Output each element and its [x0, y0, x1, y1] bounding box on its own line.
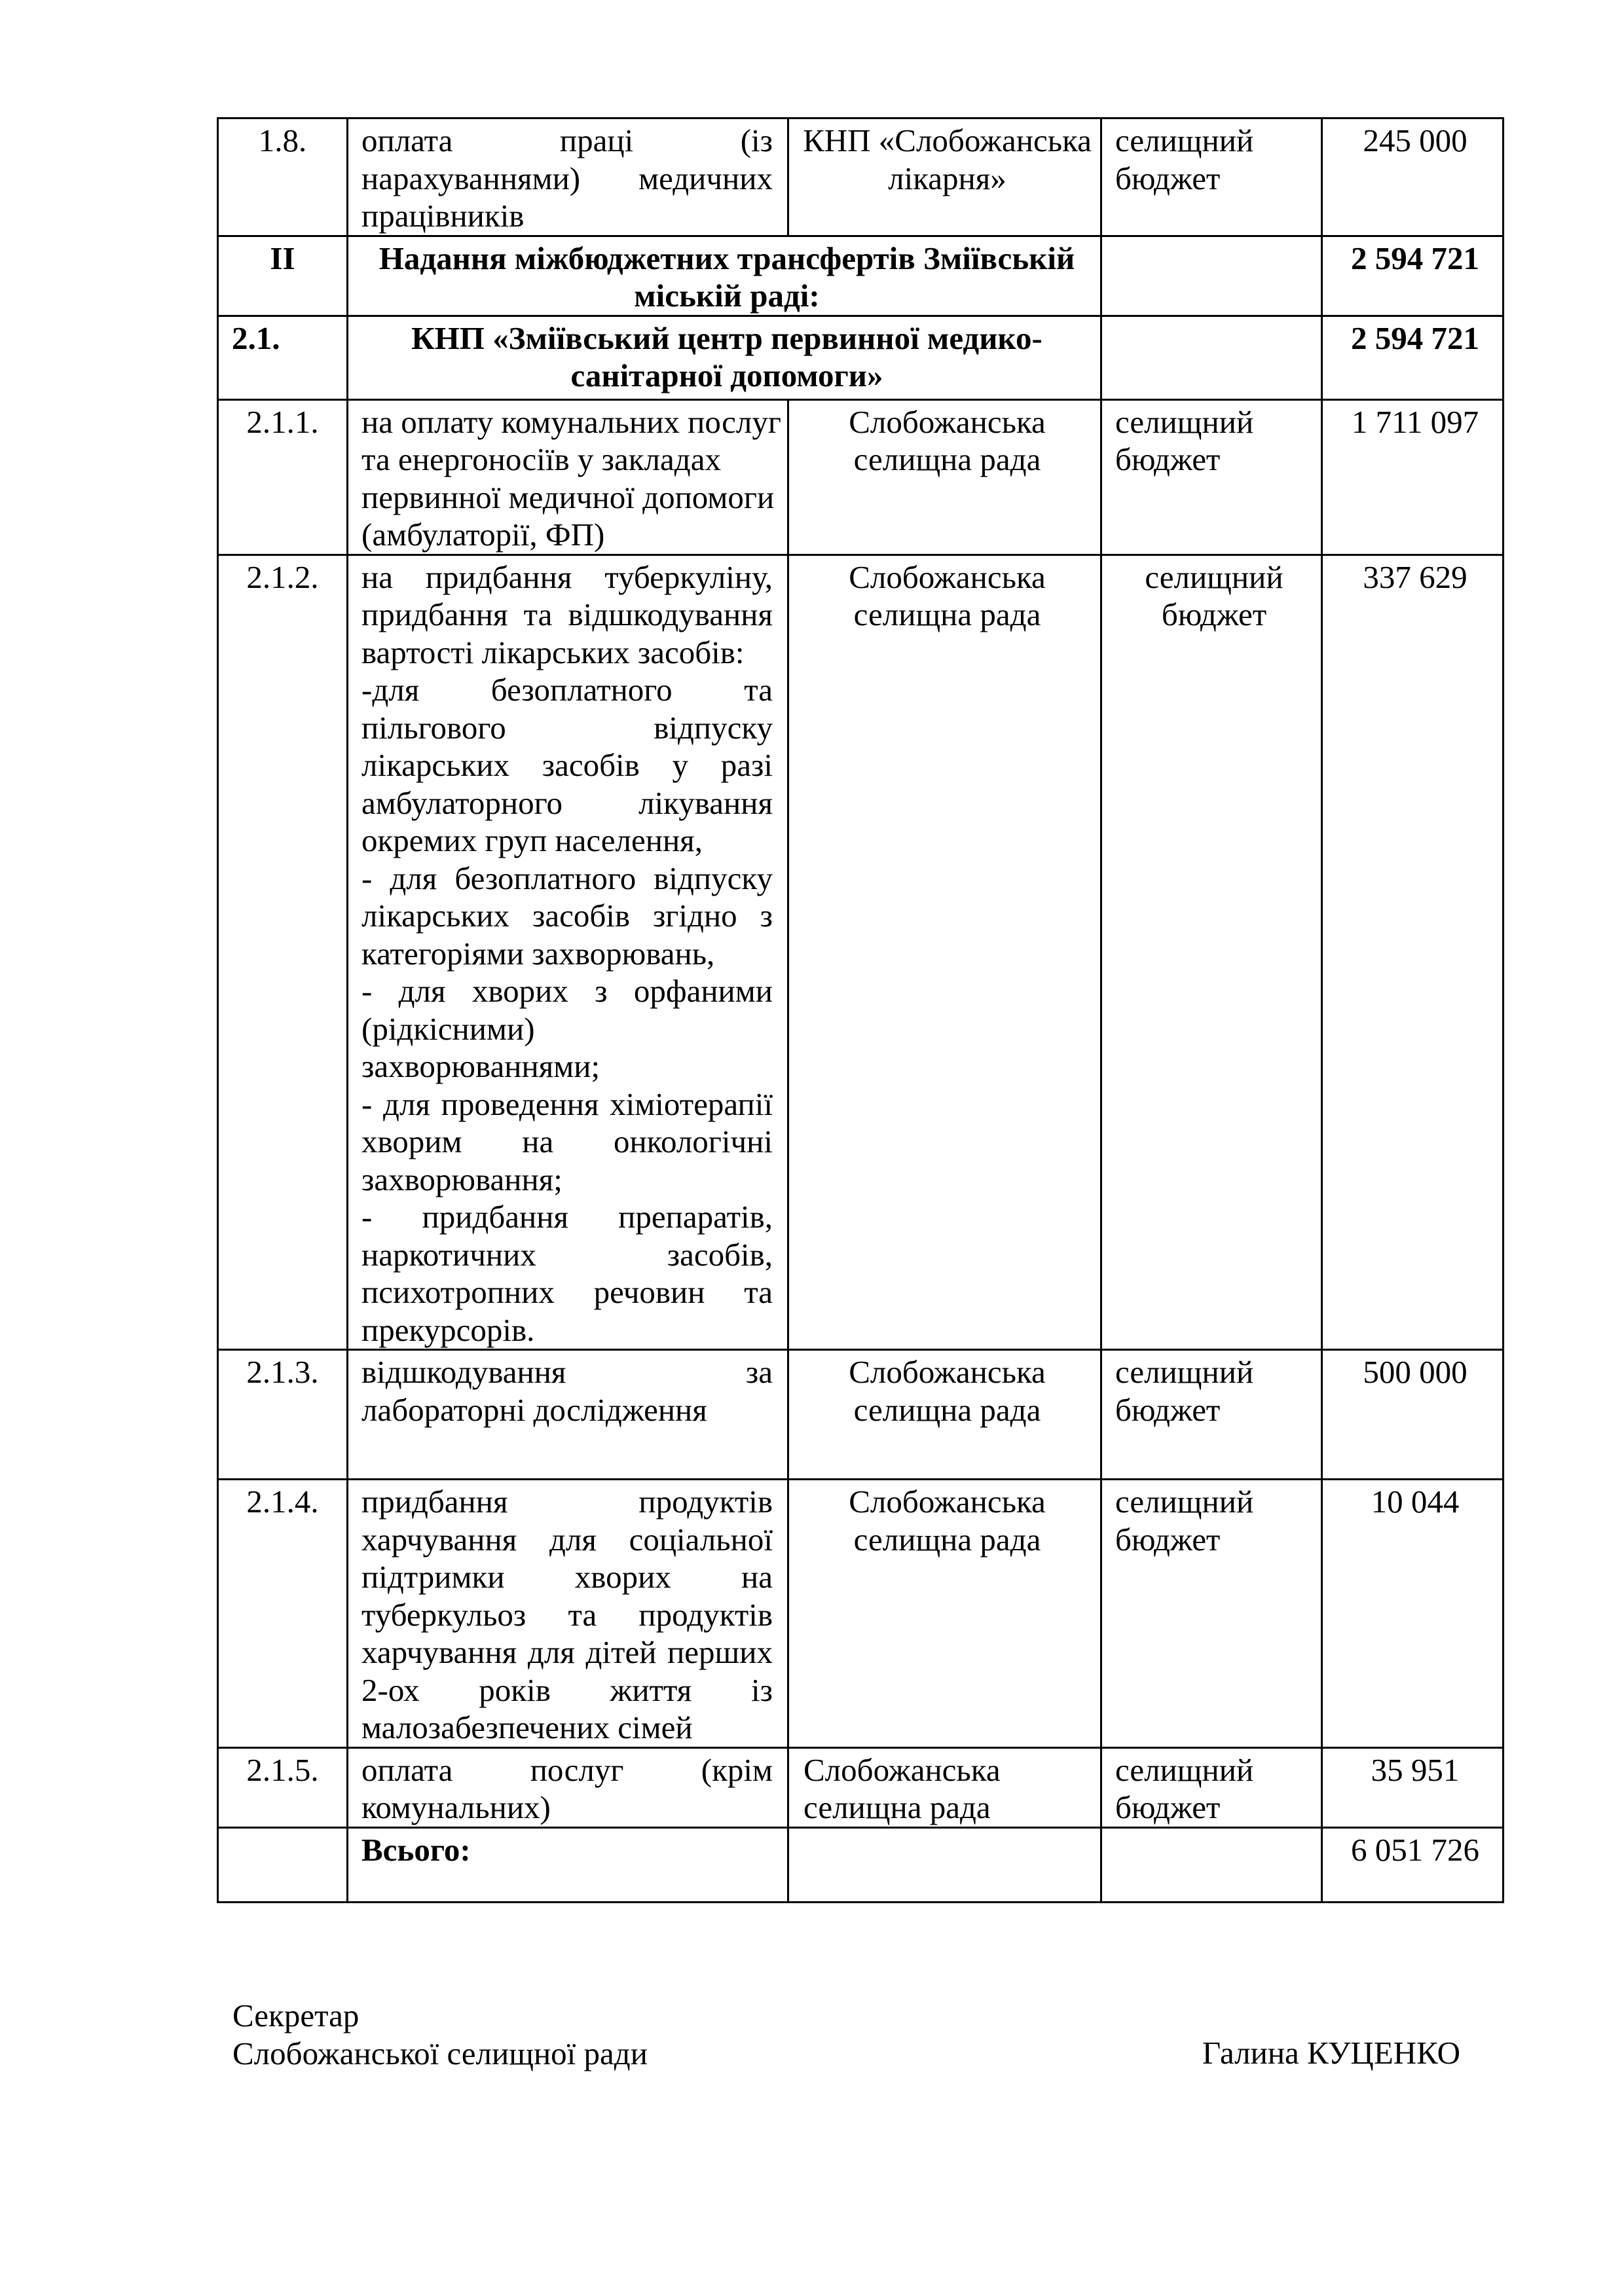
- row-description: оплата послуг (крім комунальних): [348, 1747, 788, 1827]
- signature-title: [232, 1997, 648, 2072]
- row-amount: 500 000: [1322, 1350, 1504, 1480]
- row-amount: 35 951: [1322, 1747, 1504, 1827]
- row-executor: Слобожанська селищна рада: [788, 1747, 1101, 1827]
- row-source: [1101, 236, 1322, 316]
- signature-title-line2: Слобожанської селищної ради: [232, 2035, 648, 2071]
- signature-name: Галина КУЦЕНКО: [1202, 2035, 1460, 2071]
- row-number: 2.1.5.: [218, 1747, 348, 1827]
- row-amount: 1 711 097: [1322, 399, 1504, 555]
- empty-cell: [218, 1827, 348, 1902]
- empty-cell: [788, 1827, 1101, 1902]
- row-description: на оплату комунальних послуг та енергоносіїв у закладах первинної медичної допомоги (амбулаторії, ФП): [348, 399, 788, 555]
- signature-title-line1: Секретар: [232, 1997, 360, 2033]
- row-executor: Слобожанська селищна рада: [788, 399, 1101, 555]
- row-amount: 245 000: [1322, 118, 1504, 236]
- table-row: [218, 1350, 1504, 1480]
- total-label: Всього:: [348, 1827, 788, 1902]
- row-executor: КНП «Слобожанська лікарня»: [788, 118, 1101, 236]
- row-amount: 2 594 721: [1322, 316, 1504, 399]
- empty-cell: [1101, 1827, 1322, 1902]
- row-number: 2.1.4.: [218, 1480, 348, 1748]
- row-source: селищний бюджет: [1101, 1747, 1322, 1827]
- section-title: Надання міжбюджетних трансфертів Зміївській міській раді:: [348, 236, 1101, 316]
- row-number: 2.1.3.: [218, 1350, 348, 1480]
- row-amount: 337 629: [1322, 555, 1504, 1350]
- row-description: відшкодування за лабораторні дослідження: [348, 1350, 788, 1480]
- row-description: оплата праці (із нарахуваннями) медичних працівників: [348, 118, 788, 236]
- row-number: 2.1.: [218, 316, 348, 399]
- row-number: 2.1.1.: [218, 399, 348, 555]
- table-row: [218, 399, 1504, 555]
- row-amount: 10 044: [1322, 1480, 1504, 1748]
- total-amount: 6 051 726: [1322, 1827, 1504, 1902]
- table-row: [218, 1747, 1504, 1827]
- table-row: [218, 1480, 1504, 1748]
- row-source: селищний бюджет: [1101, 399, 1322, 555]
- row-executor: Слобожанська селищна рада: [788, 1480, 1101, 1748]
- row-source: селищний бюджет: [1101, 555, 1322, 1350]
- row-number: II: [218, 236, 348, 316]
- row-executor: Слобожанська селищна рада: [788, 1350, 1101, 1480]
- row-amount: 2 594 721: [1322, 236, 1504, 316]
- row-number: 2.1.2.: [218, 555, 348, 1350]
- row-number: 1.8.: [218, 118, 348, 236]
- row-description: на придбання туберкуліну, придбання та відшкодування вартості лікарських засобів: -для безоплатного та пільгового відпуску лікарських засобів у разі амбулаторного лікування окремих груп населення, - для безоплатного відпуску лікарських засобів згідно з категоріями захворювань, - для хворих з орфаними (рідкісними) захворюваннями; - для проведення хіміотерапії хворим на онкологічні захворювання; - придбання препаратів, наркотичних засобів, психотропних речовин та прекурсорів.: [348, 555, 788, 1350]
- section-row: [218, 236, 1504, 316]
- row-source: селищний бюджет: [1101, 1350, 1322, 1480]
- table-row: [218, 118, 1504, 236]
- row-source: [1101, 316, 1322, 399]
- row-description: придбання продуктів харчування для соціальної підтримки хворих на туберкульоз та продуктів харчування для дітей перших 2-ох років життя із малозабезпечених сімей: [348, 1480, 788, 1748]
- total-row: [218, 1827, 1504, 1902]
- row-source: селищний бюджет: [1101, 1480, 1322, 1748]
- subsection-title: КНП «Зміївський центр первинної медико-санітарної допомоги»: [348, 316, 1101, 399]
- table-row: [218, 555, 1504, 1350]
- subsection-row: [218, 316, 1504, 399]
- row-executor: Слобожанська селищна рада: [788, 555, 1101, 1350]
- row-source: селищний бюджет: [1101, 118, 1322, 236]
- budget-table: [217, 117, 1504, 1903]
